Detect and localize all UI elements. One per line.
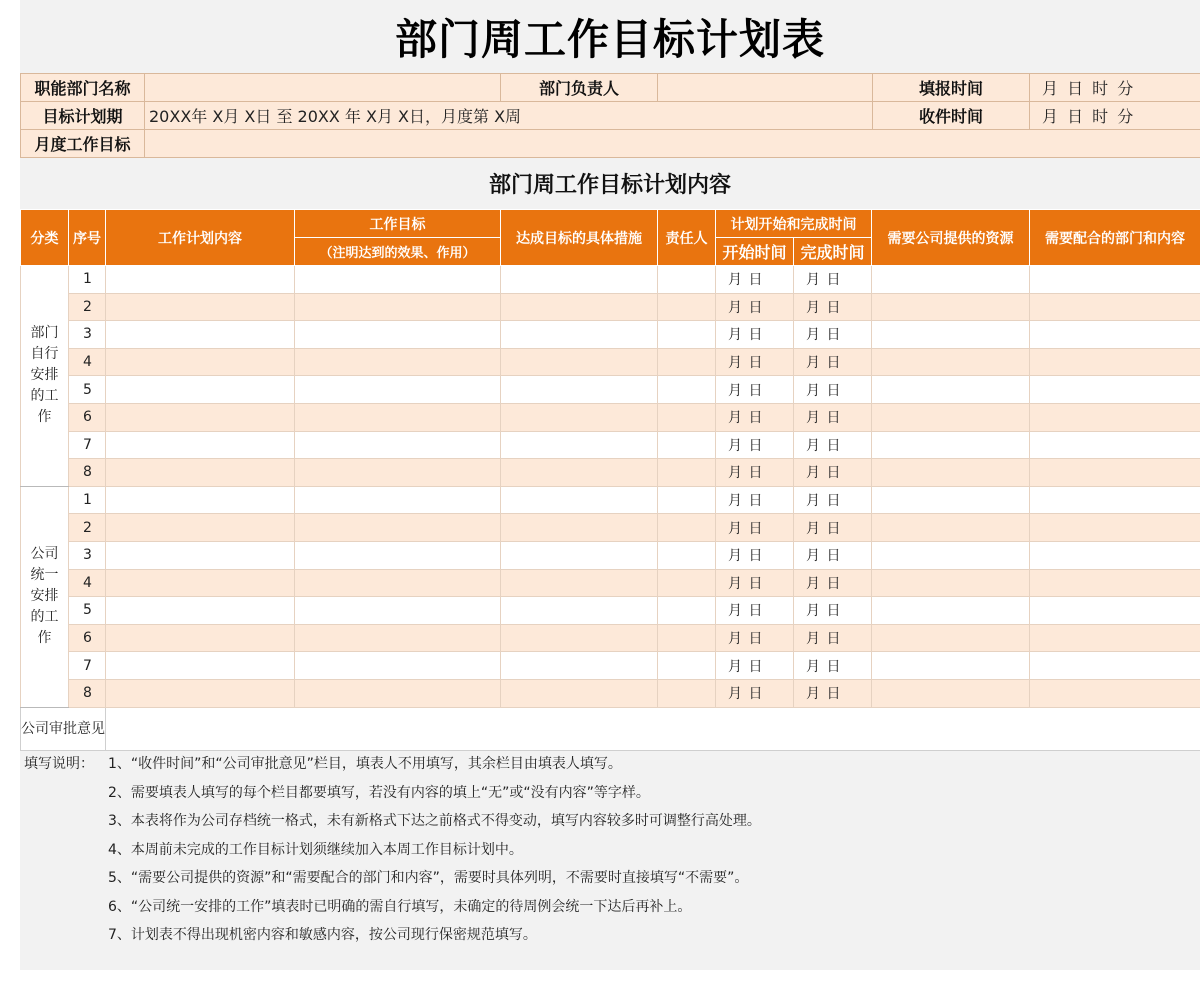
resources-cell[interactable]: [872, 403, 1030, 431]
table-row: [21, 459, 1200, 487]
approval-label: 公司审批意见: [21, 707, 106, 750]
section-title: 部门周工作目标计划内容: [488, 172, 731, 198]
resources-cell[interactable]: [872, 597, 1030, 625]
dept-head-label: 部门负责人: [501, 74, 658, 102]
content-cell[interactable]: [106, 266, 295, 294]
goal-cell[interactable]: [295, 348, 501, 376]
start-date-cell[interactable]: 月 日: [716, 514, 794, 542]
approval-row: [21, 707, 1200, 750]
goal-cell[interactable]: [295, 266, 501, 294]
note-item: 1、“收件时间”和“公司审批意见”栏目，填表人不用填写，其余栏目由填表人填写。: [108, 756, 622, 772]
measures-cell[interactable]: [501, 293, 658, 321]
row-number: 5: [69, 376, 106, 404]
goal-cell[interactable]: [295, 514, 501, 542]
owner-cell[interactable]: [658, 597, 716, 625]
coordination-cell[interactable]: [1030, 431, 1200, 459]
col-goal: 工作目标: [295, 210, 501, 238]
approval-field[interactable]: [106, 707, 1200, 750]
content-cell[interactable]: [106, 403, 295, 431]
goal-cell[interactable]: [295, 597, 501, 625]
row-number: 1: [69, 266, 106, 294]
col-owner: 责任人: [658, 210, 716, 266]
coordination-cell[interactable]: [1030, 541, 1200, 569]
finish-date-cell[interactable]: 月 日: [794, 431, 872, 459]
resources-cell[interactable]: [872, 431, 1030, 459]
owner-cell[interactable]: [658, 293, 716, 321]
coordination-cell[interactable]: [1030, 597, 1200, 625]
row-number: 7: [69, 652, 106, 680]
col-resources: 需要公司提供的资源: [872, 210, 1030, 266]
goal-cell[interactable]: [295, 403, 501, 431]
goal-cell[interactable]: [295, 486, 501, 514]
owner-cell[interactable]: [658, 348, 716, 376]
content-cell[interactable]: [106, 459, 295, 487]
coordination-cell[interactable]: [1030, 403, 1200, 431]
receive-time-field[interactable]: 月 日 时 分: [1030, 102, 1200, 130]
measures-cell[interactable]: [501, 376, 658, 404]
content-cell[interactable]: [106, 431, 295, 459]
col-category: 分类: [21, 210, 69, 266]
resources-cell[interactable]: [872, 486, 1030, 514]
finish-date-cell[interactable]: 月 日: [794, 459, 872, 487]
goal-cell[interactable]: [295, 652, 501, 680]
start-date-cell[interactable]: 月 日: [716, 569, 794, 597]
goal-cell[interactable]: [295, 569, 501, 597]
row-number: 8: [69, 679, 106, 707]
resources-cell[interactable]: [872, 624, 1030, 652]
row-number: 2: [69, 514, 106, 542]
measures-cell[interactable]: [501, 266, 658, 294]
coordination-cell[interactable]: [1030, 486, 1200, 514]
finish-date-cell[interactable]: 月 日: [794, 679, 872, 707]
goal-cell[interactable]: [295, 541, 501, 569]
note-item: 2、需要填表人填写的每个栏目都要填写，若没有内容的填上“无”或“没有内容”等字样。: [108, 784, 650, 801]
resources-cell[interactable]: [872, 459, 1030, 487]
table-row: [21, 486, 1200, 514]
content-cell[interactable]: [106, 376, 295, 404]
owner-cell[interactable]: [658, 486, 716, 514]
dept-name-label: 职能部门名称: [21, 74, 145, 102]
category-label: 公司统一安排的工作: [30, 546, 59, 647]
plan-table: [20, 209, 1200, 751]
resources-cell[interactable]: [872, 348, 1030, 376]
table-row: [21, 541, 1200, 569]
goal-cell[interactable]: [295, 376, 501, 404]
owner-cell[interactable]: [658, 403, 716, 431]
row-number: 1: [69, 486, 106, 514]
finish-date-cell[interactable]: 月 日: [794, 597, 872, 625]
content-cell[interactable]: [106, 652, 295, 680]
table-row: [21, 348, 1200, 376]
row-number: 6: [69, 624, 106, 652]
col-seq: 序号: [69, 210, 106, 266]
row-number: 8: [69, 459, 106, 487]
table-row: [21, 376, 1200, 404]
measures-cell[interactable]: [501, 514, 658, 542]
col-start-time: 开始时间: [716, 238, 794, 266]
content-cell[interactable]: [106, 624, 295, 652]
start-date-cell[interactable]: 月 日: [716, 403, 794, 431]
measures-cell[interactable]: [501, 348, 658, 376]
content-cell[interactable]: [106, 486, 295, 514]
table-row: [21, 431, 1200, 459]
dept-head-field[interactable]: [658, 74, 873, 102]
row-number: 6: [69, 403, 106, 431]
finish-date-cell[interactable]: 月 日: [794, 321, 872, 349]
finish-date-cell[interactable]: 月 日: [794, 541, 872, 569]
coordination-cell[interactable]: [1030, 321, 1200, 349]
table-row: [21, 652, 1200, 680]
table-row: [21, 597, 1200, 625]
resources-cell[interactable]: [872, 541, 1030, 569]
note-item: 4、本周前未完成的工作目标计划须继续加入本周工作目标计划中。: [108, 841, 523, 858]
col-finish-time: 完成时间: [794, 238, 872, 266]
owner-cell[interactable]: [658, 266, 716, 294]
measures-cell[interactable]: [501, 403, 658, 431]
resources-cell[interactable]: [872, 321, 1030, 349]
col-goal-note: （注明达到的效果、作用）: [295, 238, 501, 266]
start-date-cell[interactable]: 月 日: [716, 376, 794, 404]
finish-date-cell[interactable]: 月 日: [794, 652, 872, 680]
col-measures: 达成目标的具体措施: [501, 210, 658, 266]
goal-cell[interactable]: [295, 293, 501, 321]
col-plan-time: 计划开始和完成时间: [716, 210, 872, 238]
start-date-cell[interactable]: 月 日: [716, 293, 794, 321]
start-date-cell[interactable]: 月 日: [716, 486, 794, 514]
finish-date-cell[interactable]: 月 日: [794, 376, 872, 404]
resources-cell[interactable]: [872, 652, 1030, 680]
start-date-cell[interactable]: 月 日: [716, 321, 794, 349]
col-content: 工作计划内容: [106, 210, 295, 266]
measures-cell[interactable]: [501, 486, 658, 514]
owner-cell[interactable]: [658, 514, 716, 542]
table-row: [21, 266, 1200, 294]
notes-label: 填写说明：: [24, 756, 94, 772]
measures-cell[interactable]: [501, 321, 658, 349]
start-date-cell[interactable]: 月 日: [716, 266, 794, 294]
start-date-cell[interactable]: 月 日: [716, 348, 794, 376]
table-row: [21, 403, 1200, 431]
start-date-cell[interactable]: 月 日: [716, 597, 794, 625]
note-item: 7、计划表不得出现机密内容和敏感内容，按公司现行保密规范填写。: [108, 927, 537, 943]
owner-cell[interactable]: [658, 652, 716, 680]
owner-cell[interactable]: [658, 459, 716, 487]
start-date-cell[interactable]: 月 日: [716, 459, 794, 487]
start-date-cell[interactable]: 月 日: [716, 679, 794, 707]
resources-cell[interactable]: [872, 266, 1030, 294]
goal-cell[interactable]: [295, 624, 501, 652]
monthly-goal-label: 月度工作目标: [21, 130, 145, 158]
resources-cell[interactable]: [872, 293, 1030, 321]
finish-date-cell[interactable]: 月 日: [794, 348, 872, 376]
period-label: 目标计划期: [21, 102, 145, 130]
owner-cell[interactable]: [658, 679, 716, 707]
finish-date-cell[interactable]: 月 日: [794, 514, 872, 542]
category-company-arranged: [21, 486, 69, 707]
row-number: 3: [69, 541, 106, 569]
resources-cell[interactable]: [872, 679, 1030, 707]
start-date-cell[interactable]: 月 日: [716, 652, 794, 680]
owner-cell[interactable]: [658, 321, 716, 349]
receive-time-label: 收件时间: [873, 102, 1030, 130]
start-date-cell[interactable]: 月 日: [716, 624, 794, 652]
measures-cell[interactable]: [501, 652, 658, 680]
owner-cell[interactable]: [658, 569, 716, 597]
content-cell[interactable]: [106, 514, 295, 542]
owner-cell[interactable]: [658, 624, 716, 652]
owner-cell[interactable]: [658, 541, 716, 569]
content-cell[interactable]: [106, 293, 295, 321]
table-row: [21, 293, 1200, 321]
coordination-cell[interactable]: [1030, 569, 1200, 597]
row-number: 7: [69, 431, 106, 459]
measures-cell[interactable]: [501, 624, 658, 652]
content-cell[interactable]: [106, 569, 295, 597]
goal-cell[interactable]: [295, 679, 501, 707]
measures-cell[interactable]: [501, 459, 658, 487]
owner-cell[interactable]: [658, 431, 716, 459]
coordination-cell[interactable]: [1030, 459, 1200, 487]
finish-date-cell[interactable]: 月 日: [794, 569, 872, 597]
dept-name-field[interactable]: [145, 74, 501, 102]
resources-cell[interactable]: [872, 569, 1030, 597]
note-item: 6、“公司统一安排的工作”填表时已明确的需自行填写，未确定的待周例会统一下达后再补上。: [108, 898, 692, 915]
finish-date-cell[interactable]: 月 日: [794, 624, 872, 652]
coordination-cell[interactable]: [1030, 514, 1200, 542]
table-row: [21, 679, 1200, 707]
coordination-cell[interactable]: [1030, 679, 1200, 707]
measures-cell[interactable]: [501, 679, 658, 707]
finish-date-cell[interactable]: 月 日: [794, 293, 872, 321]
category-label: 部门自行安排的工作: [30, 325, 59, 426]
coordination-cell[interactable]: [1030, 266, 1200, 294]
coordination-cell[interactable]: [1030, 376, 1200, 404]
finish-date-cell[interactable]: 月 日: [794, 486, 872, 514]
start-date-cell[interactable]: 月 日: [716, 431, 794, 459]
finish-date-cell[interactable]: 月 日: [794, 266, 872, 294]
note-item: 3、本表将作为公司存档统一格式，未有新格式下达之前格式不得变动，填写内容较多时可调整行高处理。: [108, 813, 761, 829]
goal-cell[interactable]: [295, 459, 501, 487]
row-number: 5: [69, 597, 106, 625]
resources-cell[interactable]: [872, 514, 1030, 542]
table-row: [21, 624, 1200, 652]
finish-date-cell[interactable]: 月 日: [794, 403, 872, 431]
row-number: 4: [69, 569, 106, 597]
goal-cell[interactable]: [295, 321, 501, 349]
goal-cell[interactable]: [295, 431, 501, 459]
measures-cell[interactable]: [501, 541, 658, 569]
content-cell[interactable]: [106, 679, 295, 707]
content-cell[interactable]: [106, 321, 295, 349]
table-row: [21, 514, 1200, 542]
row-number: 4: [69, 348, 106, 376]
coordination-cell[interactable]: [1030, 293, 1200, 321]
coordination-cell[interactable]: [1030, 348, 1200, 376]
info-table: [20, 73, 1200, 158]
measures-cell[interactable]: [501, 569, 658, 597]
coordination-cell[interactable]: [1030, 652, 1200, 680]
measures-cell[interactable]: [501, 431, 658, 459]
content-cell[interactable]: [106, 541, 295, 569]
fill-time-label: 填报时间: [873, 74, 1030, 102]
content-cell[interactable]: [106, 597, 295, 625]
row-number: 3: [69, 321, 106, 349]
col-coordination: 需要配合的部门和内容: [1030, 210, 1200, 266]
monthly-goal-field[interactable]: [145, 130, 1200, 158]
page-title: 部门周工作目标计划表: [394, 14, 825, 64]
owner-cell[interactable]: [658, 376, 716, 404]
note-item: 5、“需要公司提供的资源”和“需要配合的部门和内容”，需要时具体列明，不需要时直接填写“不需要”。: [108, 870, 749, 886]
coordination-cell[interactable]: [1030, 624, 1200, 652]
row-number: 2: [69, 293, 106, 321]
table-row: [21, 321, 1200, 349]
table-row: [21, 569, 1200, 597]
resources-cell[interactable]: [872, 376, 1030, 404]
measures-cell[interactable]: [501, 597, 658, 625]
fill-time-field[interactable]: 月 日 时 分: [1030, 74, 1200, 102]
content-cell[interactable]: [106, 348, 295, 376]
category-dept-self-arranged: [21, 266, 69, 487]
start-date-cell[interactable]: 月 日: [716, 541, 794, 569]
period-field[interactable]: 20XX年 X月 X日 至 20XX 年 X月 X日，月度第 X周: [145, 102, 873, 130]
